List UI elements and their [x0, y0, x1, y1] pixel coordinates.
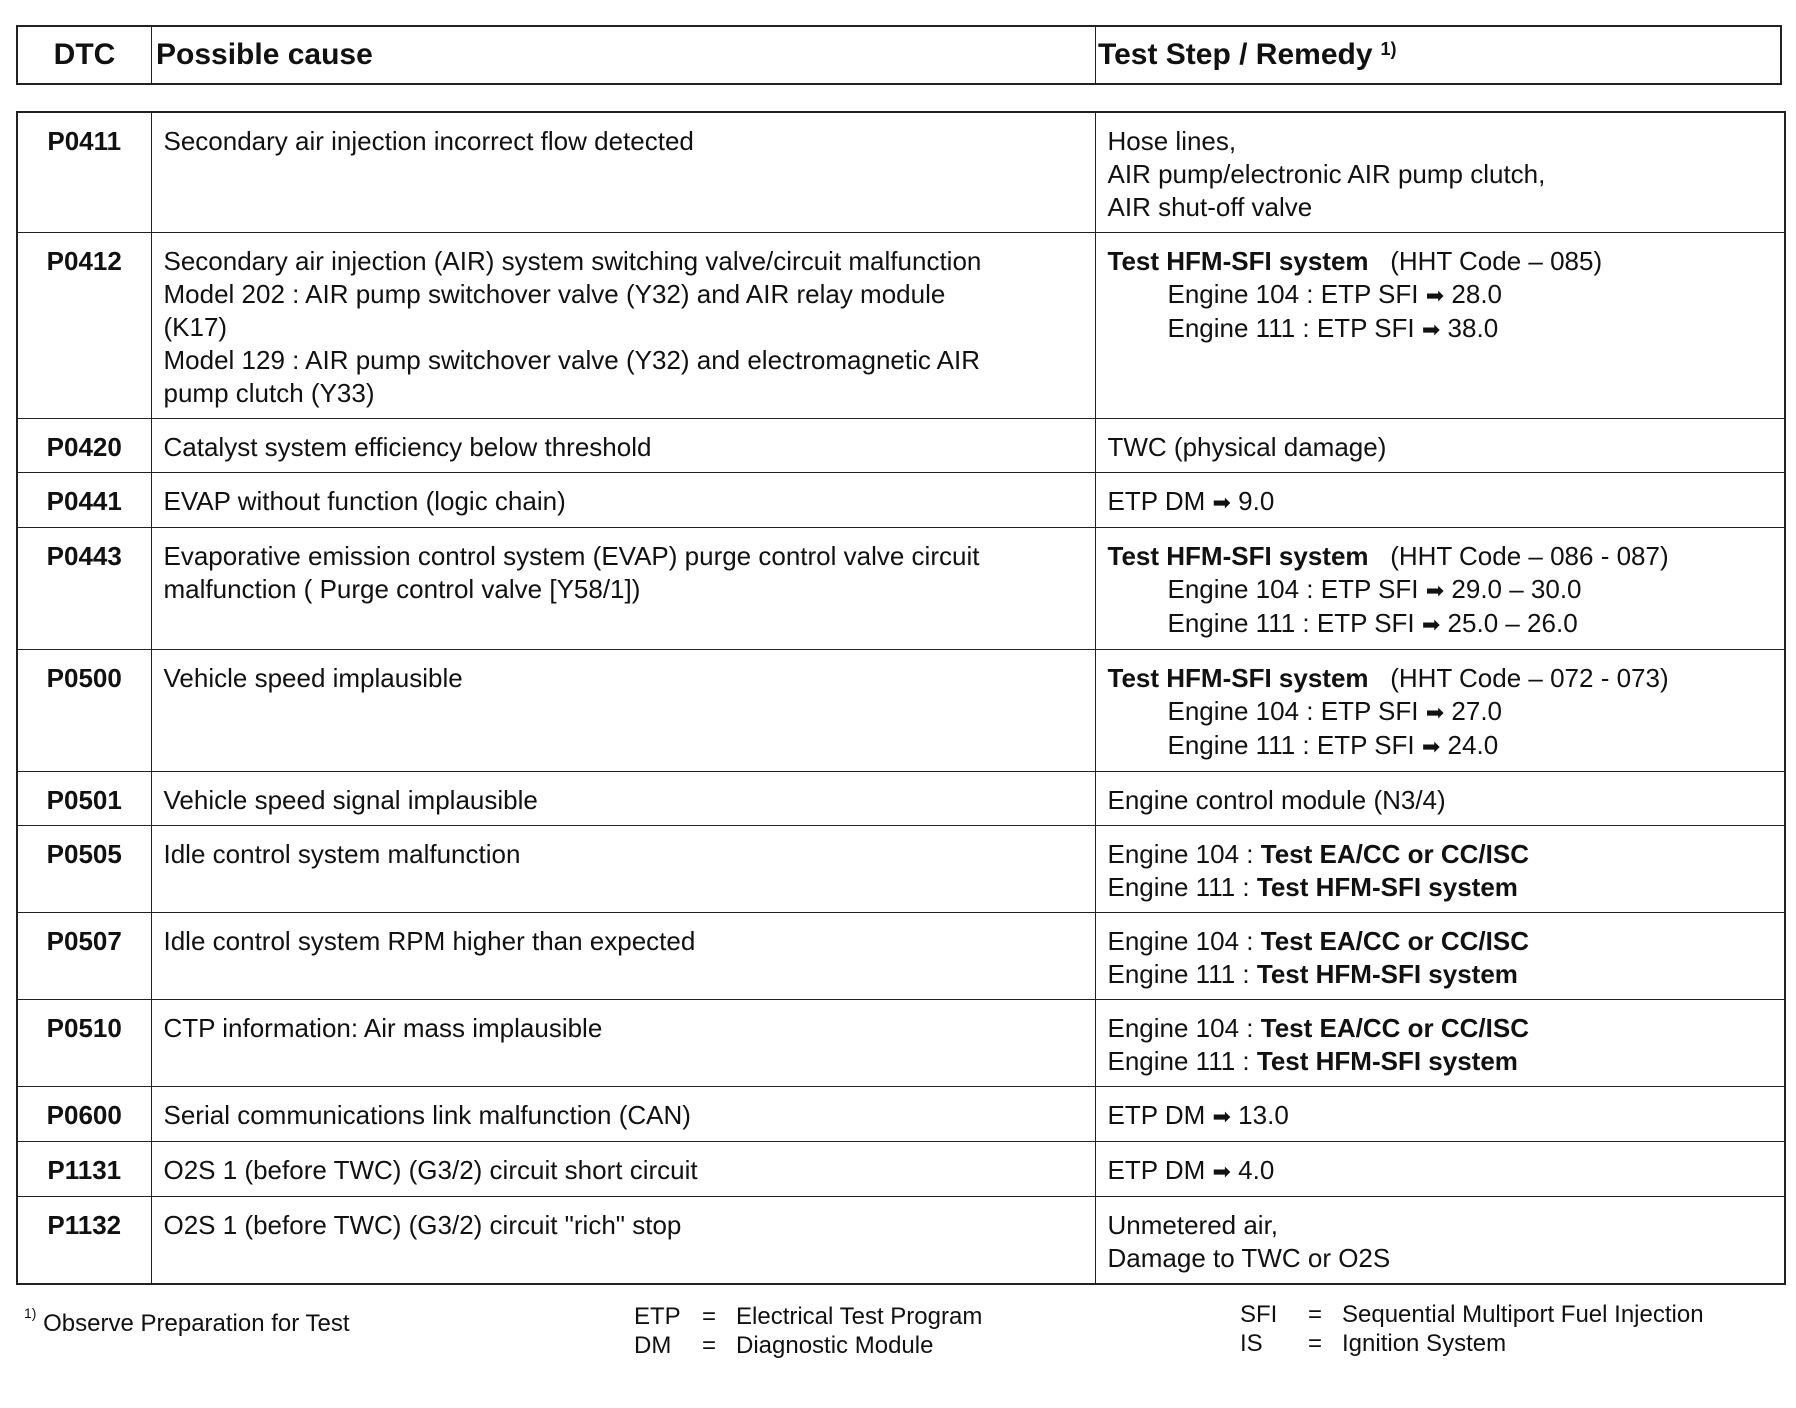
remedy-line	[1108, 729, 1777, 763]
possible-cause-cell	[151, 826, 1095, 913]
table-header	[16, 25, 1782, 85]
dtc-table-body	[17, 112, 1785, 1284]
remedy-text: ETP DM	[1107, 1155, 1206, 1185]
arrow-right-icon: ➡	[1212, 1159, 1231, 1184]
remedy-bold-text: Test EA/CC or CC/ISC	[1260, 839, 1529, 869]
remedy-line	[1108, 1242, 1777, 1275]
abbreviation-value: Electrical Test Program	[736, 1303, 983, 1330]
remedy-step-value: 24.0	[1447, 730, 1499, 760]
dtc-cell: P0441	[17, 473, 151, 528]
abbreviation-equals: =	[702, 1303, 717, 1330]
dtc-cell: P0420	[17, 419, 151, 473]
dtc-cell: P1131	[17, 1142, 151, 1197]
remedy-cell	[1095, 913, 1785, 1000]
remedy-cell	[1095, 1197, 1785, 1285]
dtc-cell: P0510	[17, 1000, 151, 1087]
remedy-cell	[1095, 772, 1785, 826]
dtc-cell: P0507	[17, 913, 151, 1000]
cause-line: Vehicle speed implausible	[163, 663, 463, 693]
remedy-text: TWC (physical damage)	[1107, 432, 1387, 462]
possible-cause-cell	[151, 913, 1095, 1000]
remedy-line	[1108, 1099, 1777, 1133]
remedy-text: Engine 111 :	[1107, 959, 1250, 989]
possible-cause-cell	[151, 112, 1095, 233]
remedy-line	[1108, 191, 1777, 224]
header-remedy-footnote-mark: 1)	[1380, 38, 1397, 59]
cause-line: Idle control system malfunction	[163, 839, 521, 869]
possible-cause-cell	[151, 1142, 1095, 1197]
dtc-table	[16, 111, 1786, 1285]
remedy-cell	[1095, 1142, 1785, 1197]
remedy-text: Engine 111 : ETP SFI	[1167, 730, 1415, 760]
cause-line: Serial communications link malfunction (CAN)	[163, 1100, 691, 1130]
table-row	[17, 650, 1785, 772]
remedy-step-value: 4.0	[1238, 1155, 1275, 1185]
possible-cause-cell	[151, 528, 1095, 650]
header-remedy-label: Test Step / Remedy	[1098, 38, 1373, 71]
remedy-text: Engine 104 :	[1107, 926, 1254, 956]
remedy-cell	[1095, 650, 1785, 772]
remedy-text: AIR shut-off valve	[1107, 192, 1313, 222]
footnote-mark: 1)	[24, 1305, 37, 1321]
remedy-step-value: 9.0	[1238, 486, 1275, 516]
remedy-text: AIR pump/electronic AIR pump clutch,	[1107, 159, 1546, 189]
arrow-right-icon: ➡	[1212, 490, 1231, 515]
table-row	[17, 528, 1785, 650]
footnote	[24, 1302, 350, 1339]
header-test-step-remedy	[1096, 27, 1780, 83]
possible-cause-cell	[151, 419, 1095, 473]
cause-line: malfunction ( Purge control valve [Y58/1])	[163, 574, 641, 604]
remedy-step-value: 27.0	[1451, 696, 1503, 726]
remedy-line	[1108, 1154, 1777, 1188]
arrow-right-icon: ➡	[1421, 734, 1441, 759]
remedy-text: Engine 104 :	[1107, 839, 1254, 869]
remedy-line	[1108, 158, 1777, 191]
remedy-bold-text: Test EA/CC or CC/ISC	[1260, 926, 1529, 956]
remedy-line	[1108, 1045, 1777, 1078]
remedy-line	[1108, 540, 1777, 573]
cause-line: O2S 1 (before TWC) (G3/2) circuit "rich" stop	[163, 1210, 682, 1240]
remedy-line	[1108, 125, 1777, 158]
table-row	[17, 1197, 1785, 1285]
abbreviation-value: Sequential Multiport Fuel Injection	[1342, 1301, 1704, 1328]
remedy-line	[1108, 485, 1777, 519]
dtc-cell: P1132	[17, 1197, 151, 1285]
cause-line: pump clutch (Y33)	[163, 378, 375, 408]
remedy-text: (HHT Code – 072 - 073)	[1390, 663, 1669, 693]
table-row	[17, 473, 1785, 528]
remedy-cell	[1095, 528, 1785, 650]
arrow-right-icon: ➡	[1421, 612, 1441, 637]
remedy-cell	[1095, 473, 1785, 528]
cause-line: Catalyst system efficiency below threshold	[163, 432, 652, 462]
remedy-bold-text: Test HFM-SFI system	[1256, 959, 1518, 989]
remedy-cell	[1095, 233, 1785, 419]
possible-cause-cell	[151, 1087, 1095, 1142]
cause-line: Secondary air injection (AIR) system switching valve/circuit malfunction	[163, 246, 982, 276]
table-row	[17, 1000, 1785, 1087]
cause-line: Secondary air injection incorrect flow detected	[163, 126, 694, 156]
cause-line: (K17)	[163, 312, 228, 342]
dtc-cell: P0501	[17, 772, 151, 826]
remedy-bold-text: Test HFM-SFI system	[1107, 663, 1369, 693]
arrow-right-icon: ➡	[1425, 700, 1445, 725]
remedy-line	[1108, 838, 1777, 871]
remedy-text: Engine 111 : ETP SFI	[1167, 608, 1415, 638]
table-row	[17, 419, 1785, 473]
remedy-step-value: 38.0	[1447, 313, 1499, 343]
dtc-cell: P0443	[17, 528, 151, 650]
cause-line: Model 202 : AIR pump switchover valve (Y32) and AIR relay module	[163, 279, 946, 309]
abbreviation-value: Diagnostic Module	[736, 1332, 934, 1359]
remedy-cell	[1095, 112, 1785, 233]
possible-cause-cell	[151, 1197, 1095, 1285]
abbreviation-key: SFI	[1240, 1301, 1278, 1328]
table-row	[17, 233, 1785, 419]
remedy-cell	[1095, 1087, 1785, 1142]
remedy-line	[1108, 278, 1777, 312]
remedy-line	[1108, 1209, 1777, 1242]
table-row	[17, 913, 1785, 1000]
remedy-line	[1108, 662, 1777, 695]
remedy-text: Engine 104 : ETP SFI	[1167, 696, 1419, 726]
remedy-text: ETP DM	[1107, 486, 1206, 516]
remedy-text: (HHT Code – 085)	[1390, 246, 1603, 276]
abbreviation-equals: =	[1308, 1330, 1323, 1357]
abbreviation-key: IS	[1240, 1330, 1263, 1357]
abbreviation-value: Ignition System	[1342, 1330, 1507, 1357]
table-row	[17, 1087, 1785, 1142]
remedy-line	[1108, 245, 1777, 278]
remedy-text: Engine 111 :	[1107, 1046, 1250, 1076]
remedy-line	[1108, 784, 1777, 817]
remedy-line	[1108, 925, 1777, 958]
table-row	[17, 112, 1785, 233]
dtc-cell: P0500	[17, 650, 151, 772]
arrow-right-icon: ➡	[1425, 283, 1445, 308]
arrow-right-icon: ➡	[1425, 578, 1445, 603]
cause-line: CTP information: Air mass implausible	[163, 1013, 603, 1043]
remedy-text: Damage to TWC or O2S	[1107, 1243, 1391, 1273]
arrow-right-icon: ➡	[1212, 1104, 1231, 1129]
remedy-text: Engine 104 : ETP SFI	[1167, 574, 1419, 604]
possible-cause-cell	[151, 473, 1095, 528]
table-row	[17, 1142, 1785, 1197]
remedy-bold-text: Test HFM-SFI system	[1107, 246, 1369, 276]
remedy-line	[1108, 1012, 1777, 1045]
remedy-bold-text: Test EA/CC or CC/ISC	[1260, 1013, 1529, 1043]
possible-cause-cell	[151, 772, 1095, 826]
abbreviation-equals: =	[702, 1332, 717, 1359]
remedy-line	[1108, 431, 1777, 464]
abbreviation-key: ETP	[634, 1303, 681, 1330]
possible-cause-cell	[151, 1000, 1095, 1087]
abbreviation-is	[1240, 1329, 1506, 1359]
dtc-cell: P0600	[17, 1087, 151, 1142]
possible-cause-cell	[151, 650, 1095, 772]
remedy-bold-text: Test HFM-SFI system	[1256, 1046, 1518, 1076]
dtc-cell: P0411	[17, 112, 151, 233]
cause-line: Model 129 : AIR pump switchover valve (Y32) and electromagnetic AIR	[163, 345, 981, 375]
cause-line: Evaporative emission control system (EVAP) purge control valve circuit	[163, 541, 980, 571]
footnote-text: Observe Preparation for Test	[43, 1310, 350, 1337]
abbreviation-equals: =	[1308, 1301, 1323, 1328]
possible-cause-cell	[151, 233, 1095, 419]
remedy-text: Hose lines,	[1107, 126, 1237, 156]
abbreviation-key: DM	[634, 1332, 672, 1359]
remedy-text: Engine 104 : ETP SFI	[1167, 279, 1419, 309]
abbreviation-sfi	[1240, 1300, 1704, 1330]
remedy-cell	[1095, 1000, 1785, 1087]
remedy-cell	[1095, 826, 1785, 913]
header-possible-cause: Possible cause	[152, 27, 1096, 83]
remedy-text: ETP DM	[1107, 1100, 1206, 1130]
remedy-step-value: 29.0 – 30.0	[1451, 574, 1582, 604]
remedy-line	[1108, 958, 1777, 991]
remedy-line	[1108, 871, 1777, 904]
cause-line: Vehicle speed signal implausible	[163, 785, 538, 815]
remedy-bold-text: Test HFM-SFI system	[1107, 541, 1369, 571]
abbreviation-etp	[634, 1302, 982, 1332]
remedy-line	[1108, 573, 1777, 607]
remedy-line	[1108, 695, 1777, 729]
cause-line: O2S 1 (before TWC) (G3/2) circuit short circuit	[163, 1155, 698, 1185]
cause-line: Idle control system RPM higher than expected	[163, 926, 696, 956]
remedy-line	[1108, 312, 1777, 346]
remedy-cell	[1095, 419, 1785, 473]
arrow-right-icon: ➡	[1421, 317, 1441, 342]
remedy-step-value: 13.0	[1238, 1100, 1289, 1130]
remedy-step-value: 28.0	[1451, 279, 1503, 309]
remedy-text: Unmetered air,	[1107, 1210, 1279, 1240]
remedy-text: Engine 111 :	[1107, 872, 1250, 902]
dtc-cell: P0505	[17, 826, 151, 913]
remedy-step-value: 25.0 – 26.0	[1447, 608, 1578, 638]
remedy-text: Engine 104 :	[1107, 1013, 1254, 1043]
remedy-text: Engine control module (N3/4)	[1107, 785, 1446, 815]
table-row	[17, 772, 1785, 826]
remedy-bold-text: Test HFM-SFI system	[1256, 872, 1518, 902]
header-dtc: DTC	[18, 27, 152, 83]
remedy-line	[1108, 607, 1777, 641]
table-row	[17, 826, 1785, 913]
abbreviation-dm	[634, 1331, 933, 1361]
cause-line: EVAP without function (logic chain)	[163, 486, 566, 516]
remedy-text: Engine 111 : ETP SFI	[1167, 313, 1415, 343]
dtc-cell: P0412	[17, 233, 151, 419]
remedy-text: (HHT Code – 086 - 087)	[1390, 541, 1669, 571]
